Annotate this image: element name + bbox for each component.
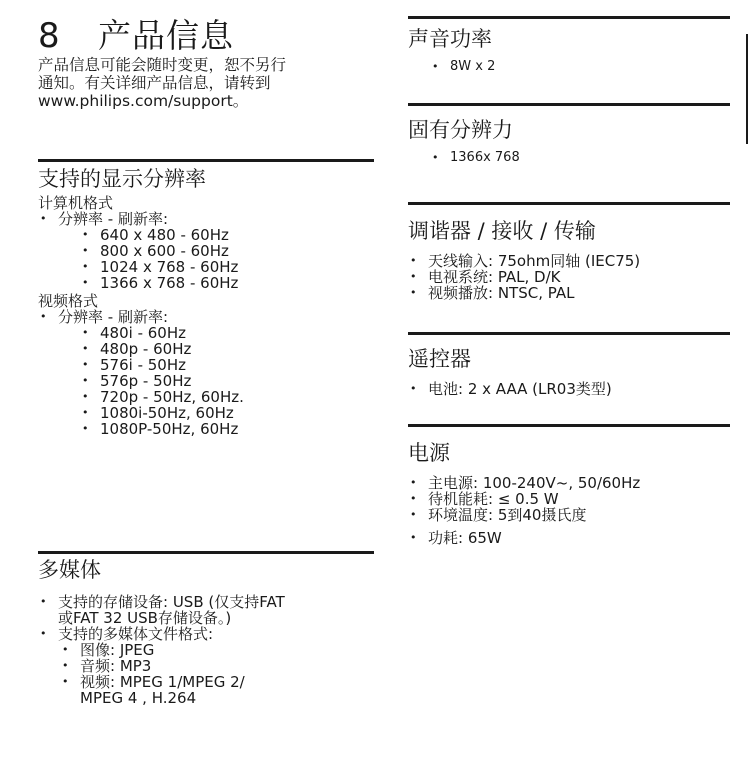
chapter-title: 产品信息 [98, 16, 234, 55]
list-item: • 环境温度: 5到40摄氏度 [408, 507, 730, 523]
section-title: 调谐器 / 接收 / 传输 [408, 219, 596, 243]
list-item: • 576p - 50Hz [78, 373, 374, 389]
left-column [38, 0, 374, 707]
list-item: • 图像: JPEG [58, 642, 374, 658]
section-title: 电源 [408, 441, 450, 465]
list-item: • 功耗: 65W [408, 530, 730, 546]
section-power [408, 424, 730, 546]
section-native-resolution [408, 103, 730, 166]
list-item: • 支持的多媒体文件格式: • 图像: JPEG • 音频: MP3 • 视频: MPEG 1/MPEG 2/ MPEG 4 , H.264 [38, 626, 374, 706]
section-display-resolution [38, 159, 374, 437]
video-format-group [38, 293, 374, 437]
list-item: • 1366x 768 [408, 150, 730, 166]
list-item: • 720p - 50Hz, 60Hz. [78, 389, 374, 405]
section-remote-control [408, 332, 730, 397]
list-item: • 视频播放: NTSC, PAL [408, 285, 730, 301]
list-item: • 天线输入: 75ohm同轴 (IEC75) [408, 253, 730, 269]
section-title: 遥控器 [408, 347, 471, 371]
section-title: 固有分辨力 [408, 118, 513, 142]
list-item: • 电视系统: PAL, D/K [408, 269, 730, 285]
section-title: 声音功率 [408, 27, 492, 51]
section-multimedia [38, 551, 374, 706]
list-item: • 1080i-50Hz, 60Hz [78, 405, 374, 421]
intro-line: 产品信息可能会随时变更，恕不另行 [38, 56, 287, 74]
video-format-label: 视频格式 [38, 292, 99, 310]
list-item: • 分辨率 - 刷新率: • 640 x 480 - 60Hz • 800 x 600 - 60Hz • 1024 x 768 - 60Hz • 1366 x 768 - 60Hz [38, 211, 374, 291]
chapter-heading [38, 16, 374, 56]
list-item: • 576i - 50Hz [78, 357, 374, 373]
list-item: • 支持的存储设备: USB (仅支持FAT 或FAT 32 USB存储设备。) [38, 594, 374, 626]
section-title: 多媒体 [38, 558, 101, 582]
list-item: • 待机能耗: ≤ 0.5 W [408, 491, 730, 507]
computer-format-group [38, 195, 374, 291]
list-item: • 音频: MP3 [58, 658, 374, 674]
list-item: • 电池: 2 x AAA (LR03类型) [408, 381, 730, 397]
intro-paragraph [38, 56, 374, 110]
intro-line: 通知。有关详细产品信息，请转到 [38, 74, 271, 92]
list-item: • 分辨率 - 刷新率: • 480i - 60Hz • 480p - 60Hz • 576i - 50Hz • 576p - 50Hz • 720p - 50Hz, 60Hz. • 1080i-50Hz, 60Hz • 1080P-50Hz, 60Hz [38, 309, 374, 437]
list-item: • 8W x 2 [408, 59, 730, 75]
section-tuner [408, 202, 730, 301]
list-item: • 1024 x 768 - 60Hz [78, 259, 374, 275]
list-item: • 640 x 480 - 60Hz [78, 227, 374, 243]
computer-format-label: 计算机格式 [38, 194, 114, 212]
list-item: • 480p - 60Hz [78, 341, 374, 357]
chapter-number: 8 [38, 16, 60, 56]
list-item: • 1366 x 768 - 60Hz [78, 275, 374, 291]
section-sound-power [408, 16, 730, 75]
intro-line: www.philips.com/support。 [38, 92, 249, 110]
list-item: • 480i - 60Hz [78, 325, 374, 341]
list-item: • 1080P-50Hz, 60Hz [78, 421, 374, 437]
page-edge-marker [746, 34, 748, 144]
list-item: • 800 x 600 - 60Hz [78, 243, 374, 259]
section-title: 支持的显示分辨率 [38, 167, 206, 191]
list-item: • 主电源: 100-240V~, 50/60Hz [408, 475, 730, 491]
list-item: • 视频: MPEG 1/MPEG 2/ MPEG 4 , H.264 [58, 674, 374, 706]
